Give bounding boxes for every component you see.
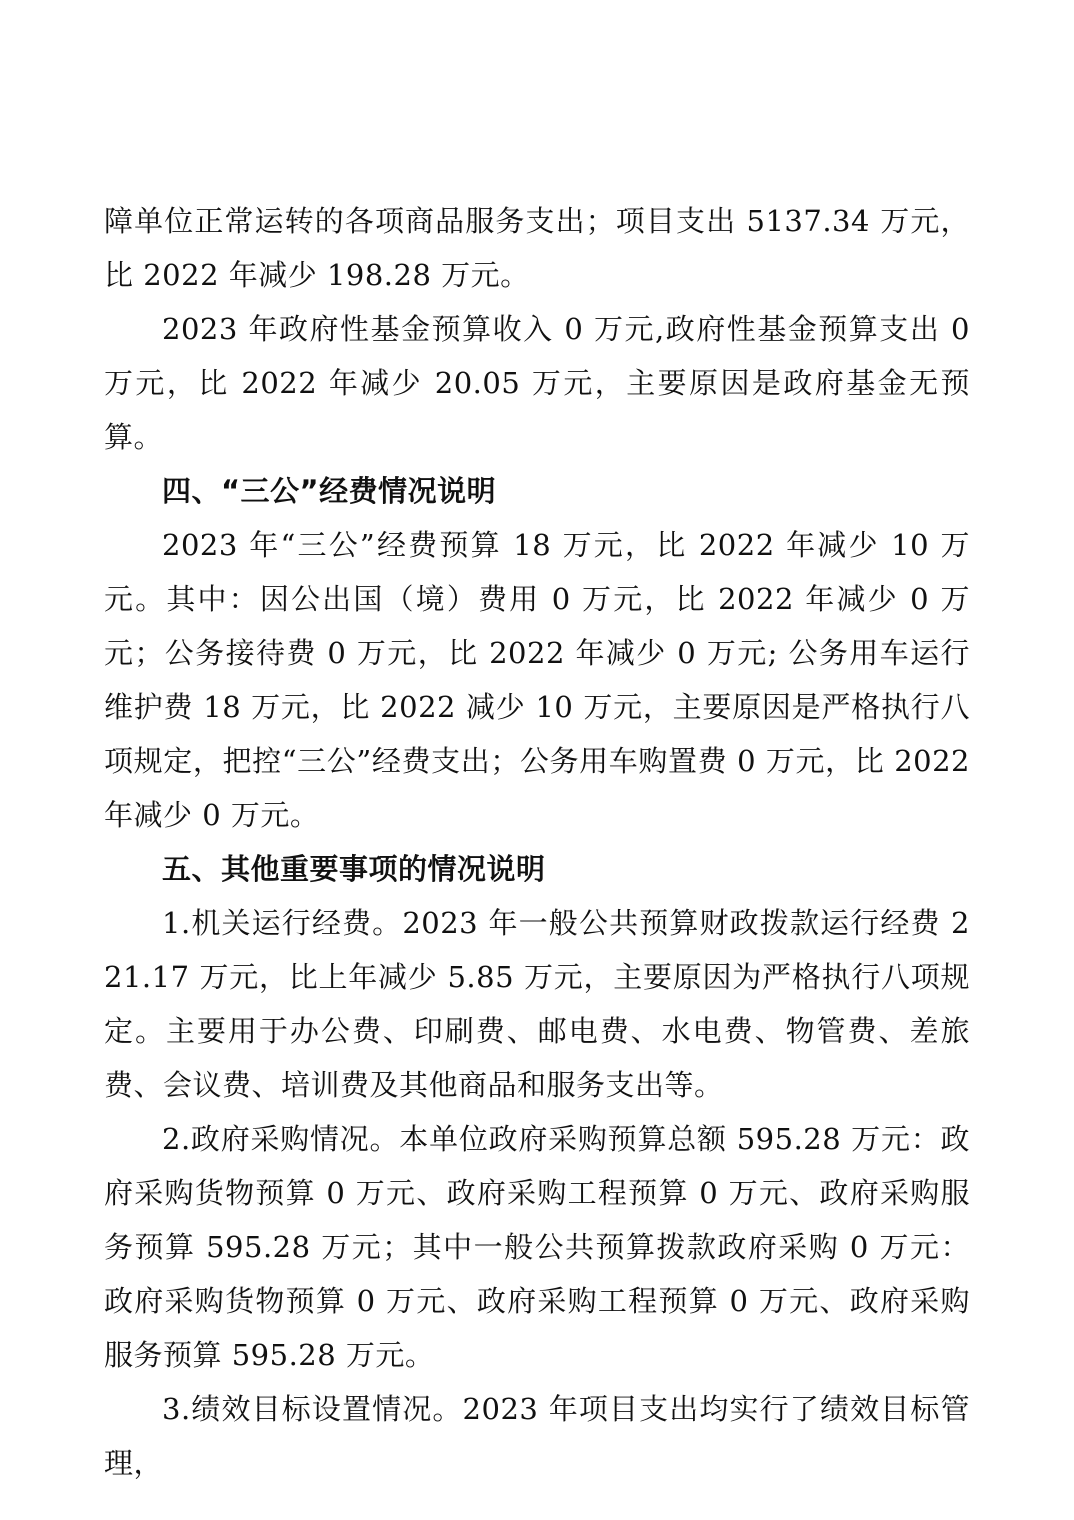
- paragraph-government-fund: 2023 年政府性基金预算收入 0 万元,政府性基金预算支出 0 万元，比 2022 年减少 20.05 万元，主要原因是政府基金无预算。: [104, 312, 970, 454]
- paragraph-procurement: 2.政府采购情况。本单位政府采购预算总额 595.28 万元：政府采购货物预算 0 万元、政府采购工程预算 0 万元、政府采购服务预算 595.28 万元；其中一般公共预算拨款政府采购 0 万元：政府采购货物预算 0 万元、政府采购工程预算 0 万元、政府采购服务预算 595.28 万元。: [104, 1122, 970, 1372]
- section-heading-other-matters: 五、其他重要事项的情况说明: [162, 852, 546, 886]
- paragraph-performance-goals: 3.绩效目标设置情况。2023 年项目支出均实行了绩效目标管理，: [104, 1392, 970, 1480]
- paragraph-three-public-expenses: 2023 年“三公”经费预算 18 万元，比 2022 年减少 10 万元。其中：因公出国（境）费用 0 万元，比 2022 年减少 0 万元；公务接待费 0 万元，比 2022 年减少 0 万元; 公务用车运行维护费 18 万元，比 2022 减少 10 万元，主要原因是严格执行八项规定，把控“三公”经费支出；公务用车购置费 0 万元，比 2022 年减少 0 万元。: [104, 528, 970, 832]
- document-body: [104, 194, 970, 1490]
- paragraph-operating-expenses: 1.机关运行经费。2023 年一般公共预算财政拨款运行经费 221.17 万元，比上年减少 5.85 万元，主要原因为严格执行八项规定。主要用于办公费、印刷费、邮电费、水电费、物管费、差旅费、会议费、培训费及其他商品和服务支出等。: [104, 906, 970, 1102]
- section-heading-three-public: 四、“三公”经费情况说明: [162, 474, 497, 508]
- paragraph-project-expenditure: 障单位正常运转的各项商品服务支出；项目支出 5137.34 万元，比 2022 年减少 198.28 万元。: [104, 204, 970, 292]
